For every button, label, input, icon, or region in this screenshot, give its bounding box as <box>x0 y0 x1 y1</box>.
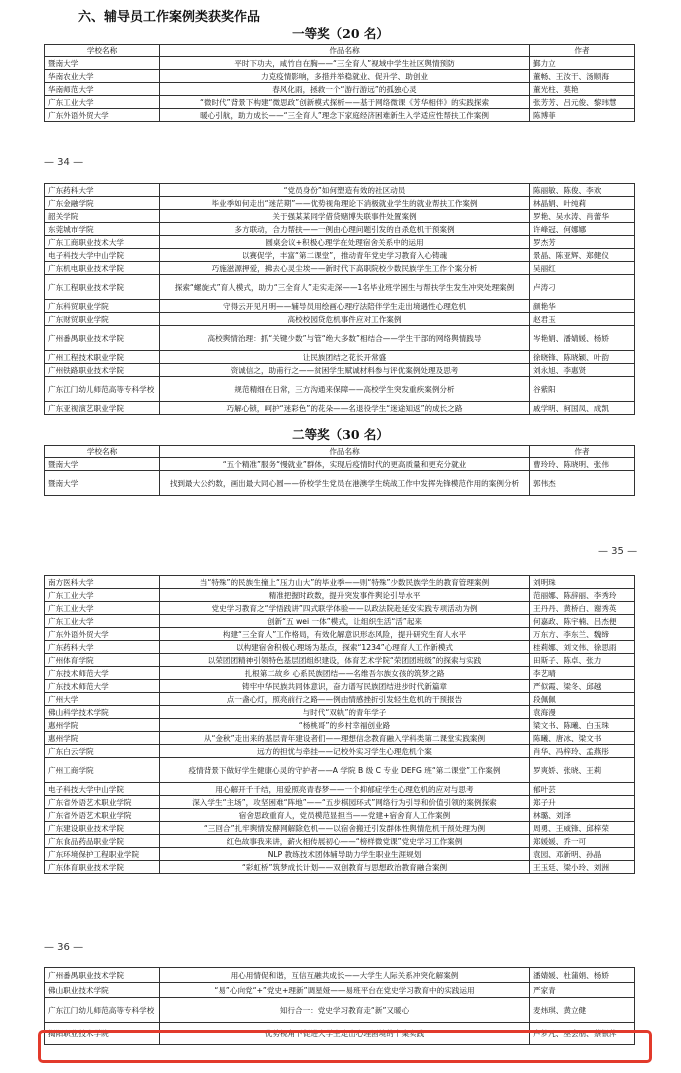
author-cell: 罗杰芳 <box>530 236 635 249</box>
work-title-cell: NLP 教练技术团体辅导助力学生职业生涯规划 <box>160 848 530 861</box>
author-cell: 颜艳华 <box>530 300 635 313</box>
school-name-cell: 广东外语外贸大学 <box>45 109 160 122</box>
table-row <box>45 641 635 654</box>
work-title-cell: 毕业季如何走出“迷茫期”——优势视角理论下消极就业学生的就业帮扶工作案例 <box>160 197 530 210</box>
table-row <box>45 57 635 70</box>
table-row <box>45 70 635 83</box>
school-name-cell: 广东工业大学 <box>45 589 160 602</box>
author-cell: 段佩佩 <box>530 693 635 706</box>
school-name-cell: 暨南大学 <box>45 57 160 70</box>
author-cell: 林晶娟、叶纯莉 <box>530 197 635 210</box>
school-name-cell: 广东建设职业技术学院 <box>45 822 160 835</box>
school-name-cell: 广东金融学院 <box>45 197 160 210</box>
author-cell: 郑媛媛、乔一可 <box>530 835 635 848</box>
author-cell: 吴丽红 <box>530 262 635 275</box>
school-name-cell: 电子科技大学中山学院 <box>45 249 160 262</box>
table-row <box>45 210 635 223</box>
author-cell: 桂莉娜、刘文伟、徐思雨 <box>530 641 635 654</box>
school-name-cell: 广州工商学院 <box>45 758 160 783</box>
table-row <box>45 602 635 615</box>
table-row <box>45 628 635 641</box>
first-prize-table-part1 <box>44 44 635 122</box>
author-cell: 麦炜琪、黄立健 <box>530 998 635 1023</box>
author-cell: 董光柱、莫艳 <box>530 83 635 96</box>
school-name-cell: 广州番禺职业技术学院 <box>45 968 160 983</box>
table-row <box>45 968 635 983</box>
author-cell: 曹玲玲、陈晓明、张伟 <box>530 458 635 471</box>
second-prize-table-part1 <box>44 445 635 496</box>
school-name-cell: 广州大学 <box>45 693 160 706</box>
work-title-cell: 构建“三全育人”工作格局，有效化解意识形态风险，提升研究生育人水平 <box>160 628 530 641</box>
work-title-cell: 精准把握时政数，提升突发事件舆论引导水平 <box>160 589 530 602</box>
school-name-cell: 惠州学院 <box>45 719 160 732</box>
table-row <box>45 835 635 848</box>
table-row <box>45 364 635 377</box>
school-name-cell: 广东体育职业技术学院 <box>45 861 160 874</box>
school-name-cell: 广东外语外贸大学 <box>45 628 160 641</box>
table-row <box>45 848 635 861</box>
author-cell: 林璐、刘泽 <box>530 809 635 822</box>
school-name-cell: 广东环境保护工程职业学院 <box>45 848 160 861</box>
table-row <box>45 576 635 589</box>
column-header: 作品名称 <box>160 446 530 458</box>
school-name-cell: 广东技术师范大学 <box>45 667 160 680</box>
table-row <box>45 667 635 680</box>
school-name-cell: 广东药科大学 <box>45 184 160 197</box>
page-number-36: — 36 — <box>44 942 84 953</box>
table-row <box>45 680 635 693</box>
author-cell: 陈博菲 <box>530 109 635 122</box>
author-cell: 卢梦凡、巫会朋、蔡银萍 <box>530 1023 635 1045</box>
table-row <box>45 983 635 998</box>
work-title-cell: 扎根第二故乡 心系民族团结——名维吾尔族女孩的筑梦之路 <box>160 667 530 680</box>
author-cell: 谷紫阳 <box>530 377 635 402</box>
table-row <box>45 654 635 667</box>
column-header: 作者 <box>530 446 635 458</box>
work-title-cell: 以荣团团精神引领特色基层团组织建设，体育艺术学院“荣团团班级”的探索与实践 <box>160 654 530 667</box>
work-title-cell: 力克疫情影响，多措并举稳就业、促升学、助创业 <box>160 70 530 83</box>
first-prize-table-part2 <box>44 183 635 415</box>
school-name-cell: 广东财贸职业学院 <box>45 313 160 326</box>
work-title-cell: 守得云开见月明——辅导员用绘画心理疗法陪伴学生走出境遇性心理危机 <box>160 300 530 313</box>
table-row <box>45 796 635 809</box>
author-cell: 景晶、陈亚辉、郑健仪 <box>530 249 635 262</box>
table-row <box>45 706 635 719</box>
author-cell: 罗艳、吴水涛、肖蕾华 <box>530 210 635 223</box>
school-name-cell: 广东白云学院 <box>45 745 160 758</box>
author-cell: 陈丽敏、陈俊、李欢 <box>530 184 635 197</box>
work-title-cell: 平时下功夫，咸竹自在胸——“三全育人”视域中学生社区舆情预防 <box>160 57 530 70</box>
author-cell: 徐晓锋、陈晓颖、叶韵 <box>530 351 635 364</box>
section-title: 六、辅导员工作案例类获奖作品 <box>78 10 261 25</box>
school-name-cell: 广东食品药品职业学院 <box>45 835 160 848</box>
school-name-cell: 广东工业大学 <box>45 615 160 628</box>
table-row <box>45 615 635 628</box>
work-title-cell: 巧解心锁，呵护“迷彩色”的花朵——名退役学生“迷途知返”的成长之路 <box>160 402 530 415</box>
author-cell: 刘明珠 <box>530 576 635 589</box>
page-number-34: — 34 — <box>44 157 84 168</box>
author-cell: 刘永旭、李惠贤 <box>530 364 635 377</box>
work-title-cell: 用心解开千千结，用爱照亮青春梦——一个抑郁症学生心理危机的应对与思考 <box>160 783 530 796</box>
school-name-cell: 广州工程技术职业学院 <box>45 351 160 364</box>
table-row <box>45 377 635 402</box>
school-name-cell: 广州番禺职业技术学院 <box>45 326 160 351</box>
work-title-cell: 从“金秋”走出来的基层青年建设者们——理想信念教育融入学科类第二课堂实践案例 <box>160 732 530 745</box>
school-name-cell: 广东机电职业技术学院 <box>45 262 160 275</box>
second-prize-title: 二等奖（30 名） <box>292 427 389 442</box>
table-row <box>45 402 635 415</box>
first-prize-title: 一等奖（20 名） <box>292 26 389 41</box>
work-title-cell: 当“特殊”的民族生撞上“压力山大”的毕业季——则“特殊”少数民族学生的教育管理案例 <box>160 576 530 589</box>
work-title-cell: 与时代“双轨”的青年学子 <box>160 706 530 719</box>
school-name-cell: 惠州学院 <box>45 732 160 745</box>
school-name-cell: 华南师范大学 <box>45 83 160 96</box>
work-title-cell: “三回合”扎牢舆情发酵网解除危机——以宿舍搬迁引发群体性舆情危机干预处理为例 <box>160 822 530 835</box>
page-number-35: — 35 — <box>598 546 638 557</box>
work-title-cell: “杨桃哥”的乡村幸福创业路 <box>160 719 530 732</box>
school-name-cell: 广州体育学院 <box>45 654 160 667</box>
table-row <box>45 822 635 835</box>
table-row <box>45 861 635 874</box>
work-title-cell: 疫情背景下做好学生健康心灵的守护者——A 学院 B 级 C 专业 DEFG 班“第二课堂”工作案例 <box>160 758 530 783</box>
column-header: 作者 <box>530 45 635 57</box>
work-title-cell: 高校校园贷危机事件应对工作案例 <box>160 313 530 326</box>
author-cell: 董畅、王汝干、汤顺海 <box>530 70 635 83</box>
table-row <box>45 471 635 496</box>
author-cell: 郭伟杰 <box>530 471 635 496</box>
table-row <box>45 184 635 197</box>
table-row <box>45 745 635 758</box>
table-row <box>45 275 635 300</box>
author-cell: 戚学明、柯国凤、成凯 <box>530 402 635 415</box>
table-row <box>45 719 635 732</box>
table-row <box>45 589 635 602</box>
work-title-cell: 优势视角下促进大学生走出心理困境的个案实践 <box>160 1023 530 1045</box>
work-title-cell: 远方的担忧与牵挂——记校外实习学生心理危机个案 <box>160 745 530 758</box>
school-name-cell: 广东工商职业技术大学 <box>45 236 160 249</box>
author-cell: 袁园、邓新明、孙晶 <box>530 848 635 861</box>
table-row <box>45 236 635 249</box>
author-cell: 范丽娜、陈辞丽、李秀玲 <box>530 589 635 602</box>
author-cell: 卢涛刁 <box>530 275 635 300</box>
work-title-cell: 找到最大公约数，画出最大同心圆——侨校学生党员在港澳学生统战工作中发挥先锋模范作用的案例分析 <box>160 471 530 496</box>
work-title-cell: 规范精细在日常，三方沟通来保障——高校学生突发重疾案例分析 <box>160 377 530 402</box>
author-cell: 郁叶芸 <box>530 783 635 796</box>
school-name-cell: 广东工业大学 <box>45 602 160 615</box>
table-row <box>45 998 635 1023</box>
school-name-cell: 暨南大学 <box>45 458 160 471</box>
work-title-cell: 巧施滋源押爱，拂去心灵尘埃——新时代下高职院校少数民族学生工作个案分析 <box>160 262 530 275</box>
work-title-cell: 春风化雨，拯救一个“游行游远”的孤独心灵 <box>160 83 530 96</box>
author-cell: 田斯子、陈卓、张力 <box>530 654 635 667</box>
author-cell: 王玉廷、梁小玲、刘洲 <box>530 861 635 874</box>
table-row <box>45 262 635 275</box>
school-name-cell: 广东亚视演艺职业学院 <box>45 402 160 415</box>
author-cell: 岑艳娟、潘婧媛、杨娇 <box>530 326 635 351</box>
school-name-cell: 广东科贸职业学院 <box>45 300 160 313</box>
author-cell: 万东方、李东兰、魏缔 <box>530 628 635 641</box>
author-cell: 严家青 <box>530 983 635 998</box>
table-row <box>45 109 635 122</box>
table-row <box>45 96 635 109</box>
author-cell: 陈曦、唐冰、梁文书 <box>530 732 635 745</box>
school-name-cell: 广东省外语艺术职业学院 <box>45 809 160 822</box>
work-title-cell: 以构建宿舍积极心理场为基点，探索“1234”心理育人工作新模式 <box>160 641 530 654</box>
work-title-cell: 高校舆情治理：抓“关键少数”与管“绝大多数”相结合——学生干部的网络舆情践导 <box>160 326 530 351</box>
author-cell: 李艺晴 <box>530 667 635 680</box>
author-cell: 郑子升 <box>530 796 635 809</box>
table-row <box>45 758 635 783</box>
school-name-cell: 南方医科大学 <box>45 576 160 589</box>
table-row <box>45 693 635 706</box>
table-row <box>45 783 635 796</box>
author-cell: 何嘉政、陈宇楠、吕杰便 <box>530 615 635 628</box>
table-row <box>45 197 635 210</box>
school-name-cell: 电子科技大学中山学院 <box>45 783 160 796</box>
column-header: 学校名称 <box>45 446 160 458</box>
work-title-cell: 关于强某某同学借贷赌博失联事件处置案例 <box>160 210 530 223</box>
table-row <box>45 83 635 96</box>
author-cell: 许峰冠、何娜娜 <box>530 223 635 236</box>
author-cell: 周勇、王威锋、邱梓荣 <box>530 822 635 835</box>
work-title-cell: 多方联动，合力帮扶——一例由心理问题引发的自杀危机干预案例 <box>160 223 530 236</box>
work-title-cell: 创新“五 wei 一体”模式，让组织生活“活”起来 <box>160 615 530 628</box>
work-title-cell: 资诚信之，助甫行之——贫困学生赋诚材料参与评优案例处理及思考 <box>160 364 530 377</box>
work-title-cell: 让民族团结之花长开常盛 <box>160 351 530 364</box>
author-cell: 潘婧媛、杜蒲娟、杨娇 <box>530 968 635 983</box>
work-title-cell: 铸牢中华民族共同体意识，奋力谱写民族团结进步时代新篇章 <box>160 680 530 693</box>
school-name-cell: 广东药科大学 <box>45 641 160 654</box>
table-header-row <box>45 446 635 458</box>
author-cell: 严似霞、梁冬、邱越 <box>530 680 635 693</box>
author-cell: 张芳芳、吕元俊、黎玮慧 <box>530 96 635 109</box>
school-name-cell: 揭阳职业技术学院 <box>45 1023 160 1045</box>
school-name-cell: 暨南大学 <box>45 471 160 496</box>
school-name-cell: 广州铁路职业技术学院 <box>45 364 160 377</box>
author-cell: 赵君玉 <box>530 313 635 326</box>
work-title-cell: 暖心引航，助力成长——“三全育人”理念下家庭经济困难新生入学适应性帮扶工作案例 <box>160 109 530 122</box>
work-title-cell: 以赛促学，丰富“第二课堂”，推动青年党史学习教育入心铸魂 <box>160 249 530 262</box>
work-title-cell: “党员身份”如何塑造有效的社区动员 <box>160 184 530 197</box>
work-title-cell: 宿舍思政重育人，党员模范显担当——党建+宿舍育人工作案例 <box>160 809 530 822</box>
table-row <box>45 351 635 364</box>
author-cell: 袁海漫 <box>530 706 635 719</box>
school-name-cell: 佛山职业技术学院 <box>45 983 160 998</box>
second-prize-table-part2 <box>44 575 635 874</box>
school-name-cell: 广东省外语艺术职业学院 <box>45 796 160 809</box>
author-cell: 罗爽娇、张晓、王莉 <box>530 758 635 783</box>
author-cell: 鄞力立 <box>530 57 635 70</box>
school-name-cell: 广东江门幼儿师范高等专科学校 <box>45 998 160 1023</box>
work-title-cell: 知行合一：党史学习教育走“新”又暖心 <box>160 998 530 1023</box>
table-row <box>45 809 635 822</box>
table-row <box>45 249 635 262</box>
work-title-cell: 用心用情促和谐，互信互融共成长——大学生人际关系冲突化解案例 <box>160 968 530 983</box>
table-header-row <box>45 45 635 57</box>
author-cell: 梁文书、陈曦、白玉珠 <box>530 719 635 732</box>
table-row <box>45 223 635 236</box>
column-header: 作品名称 <box>160 45 530 57</box>
work-title-cell: “五个精准”服务“慢就业”群体，实现后疫情时代的更高质量和更充分就业 <box>160 458 530 471</box>
school-name-cell: 华南农业大学 <box>45 70 160 83</box>
school-name-cell: 广东工业大学 <box>45 96 160 109</box>
highlight-box <box>38 1030 652 1063</box>
work-title-cell: 红色故事我来讲，薪火相传展初心——“榜样微党课”党史学习工作案例 <box>160 835 530 848</box>
column-header: 学校名称 <box>45 45 160 57</box>
table-row <box>45 300 635 313</box>
school-name-cell: 广东工程职业技术学院 <box>45 275 160 300</box>
work-title-cell: 党史学习教育之“学悟践讲”四式联学体验——以政法院赴延安实践专项活动为例 <box>160 602 530 615</box>
school-name-cell: 广东技术师范大学 <box>45 680 160 693</box>
author-cell: 肖华、冯梓玲、孟燕彤 <box>530 745 635 758</box>
table-row <box>45 313 635 326</box>
work-title-cell: 圆桌会议+积极心理学在处理宿舍关系中的运用 <box>160 236 530 249</box>
work-title-cell: 探索“螺旋式”育人模式，助力“三全育人”走实走深——1名毕业班学困生与帮扶学生发生冲突处理案例 <box>160 275 530 300</box>
school-name-cell: 东莞城市学院 <box>45 223 160 236</box>
school-name-cell: 佛山科学技术学院 <box>45 706 160 719</box>
work-title-cell: “易”心向党“+”党史+理新”调星娅——易班平台在党史学习教育中的实践运用 <box>160 983 530 998</box>
table-row <box>45 458 635 471</box>
work-title-cell: 深入学生“主场”，攻坚困难“阵地”——“五步棋园环式”网络行为引导和价值引领的案例探索 <box>160 796 530 809</box>
school-name-cell: 广东江门幼儿师范高等专科学校 <box>45 377 160 402</box>
work-title-cell: “彩虹桥”筑梦成长计划——双创教育与思想政治教育融合案例 <box>160 861 530 874</box>
table-row <box>45 732 635 745</box>
work-title-cell: 点一盏心灯，照亮前行之路——例由情感挫折引发轻生危机的干预报告 <box>160 693 530 706</box>
table-row <box>45 326 635 351</box>
school-name-cell: 韶关学院 <box>45 210 160 223</box>
author-cell: 王丹丹、黄桥白、谢秀英 <box>530 602 635 615</box>
work-title-cell: “微时代”背景下构建“微思政”创新模式探析——基于网络微课《芳华相伴》的实践探索 <box>160 96 530 109</box>
